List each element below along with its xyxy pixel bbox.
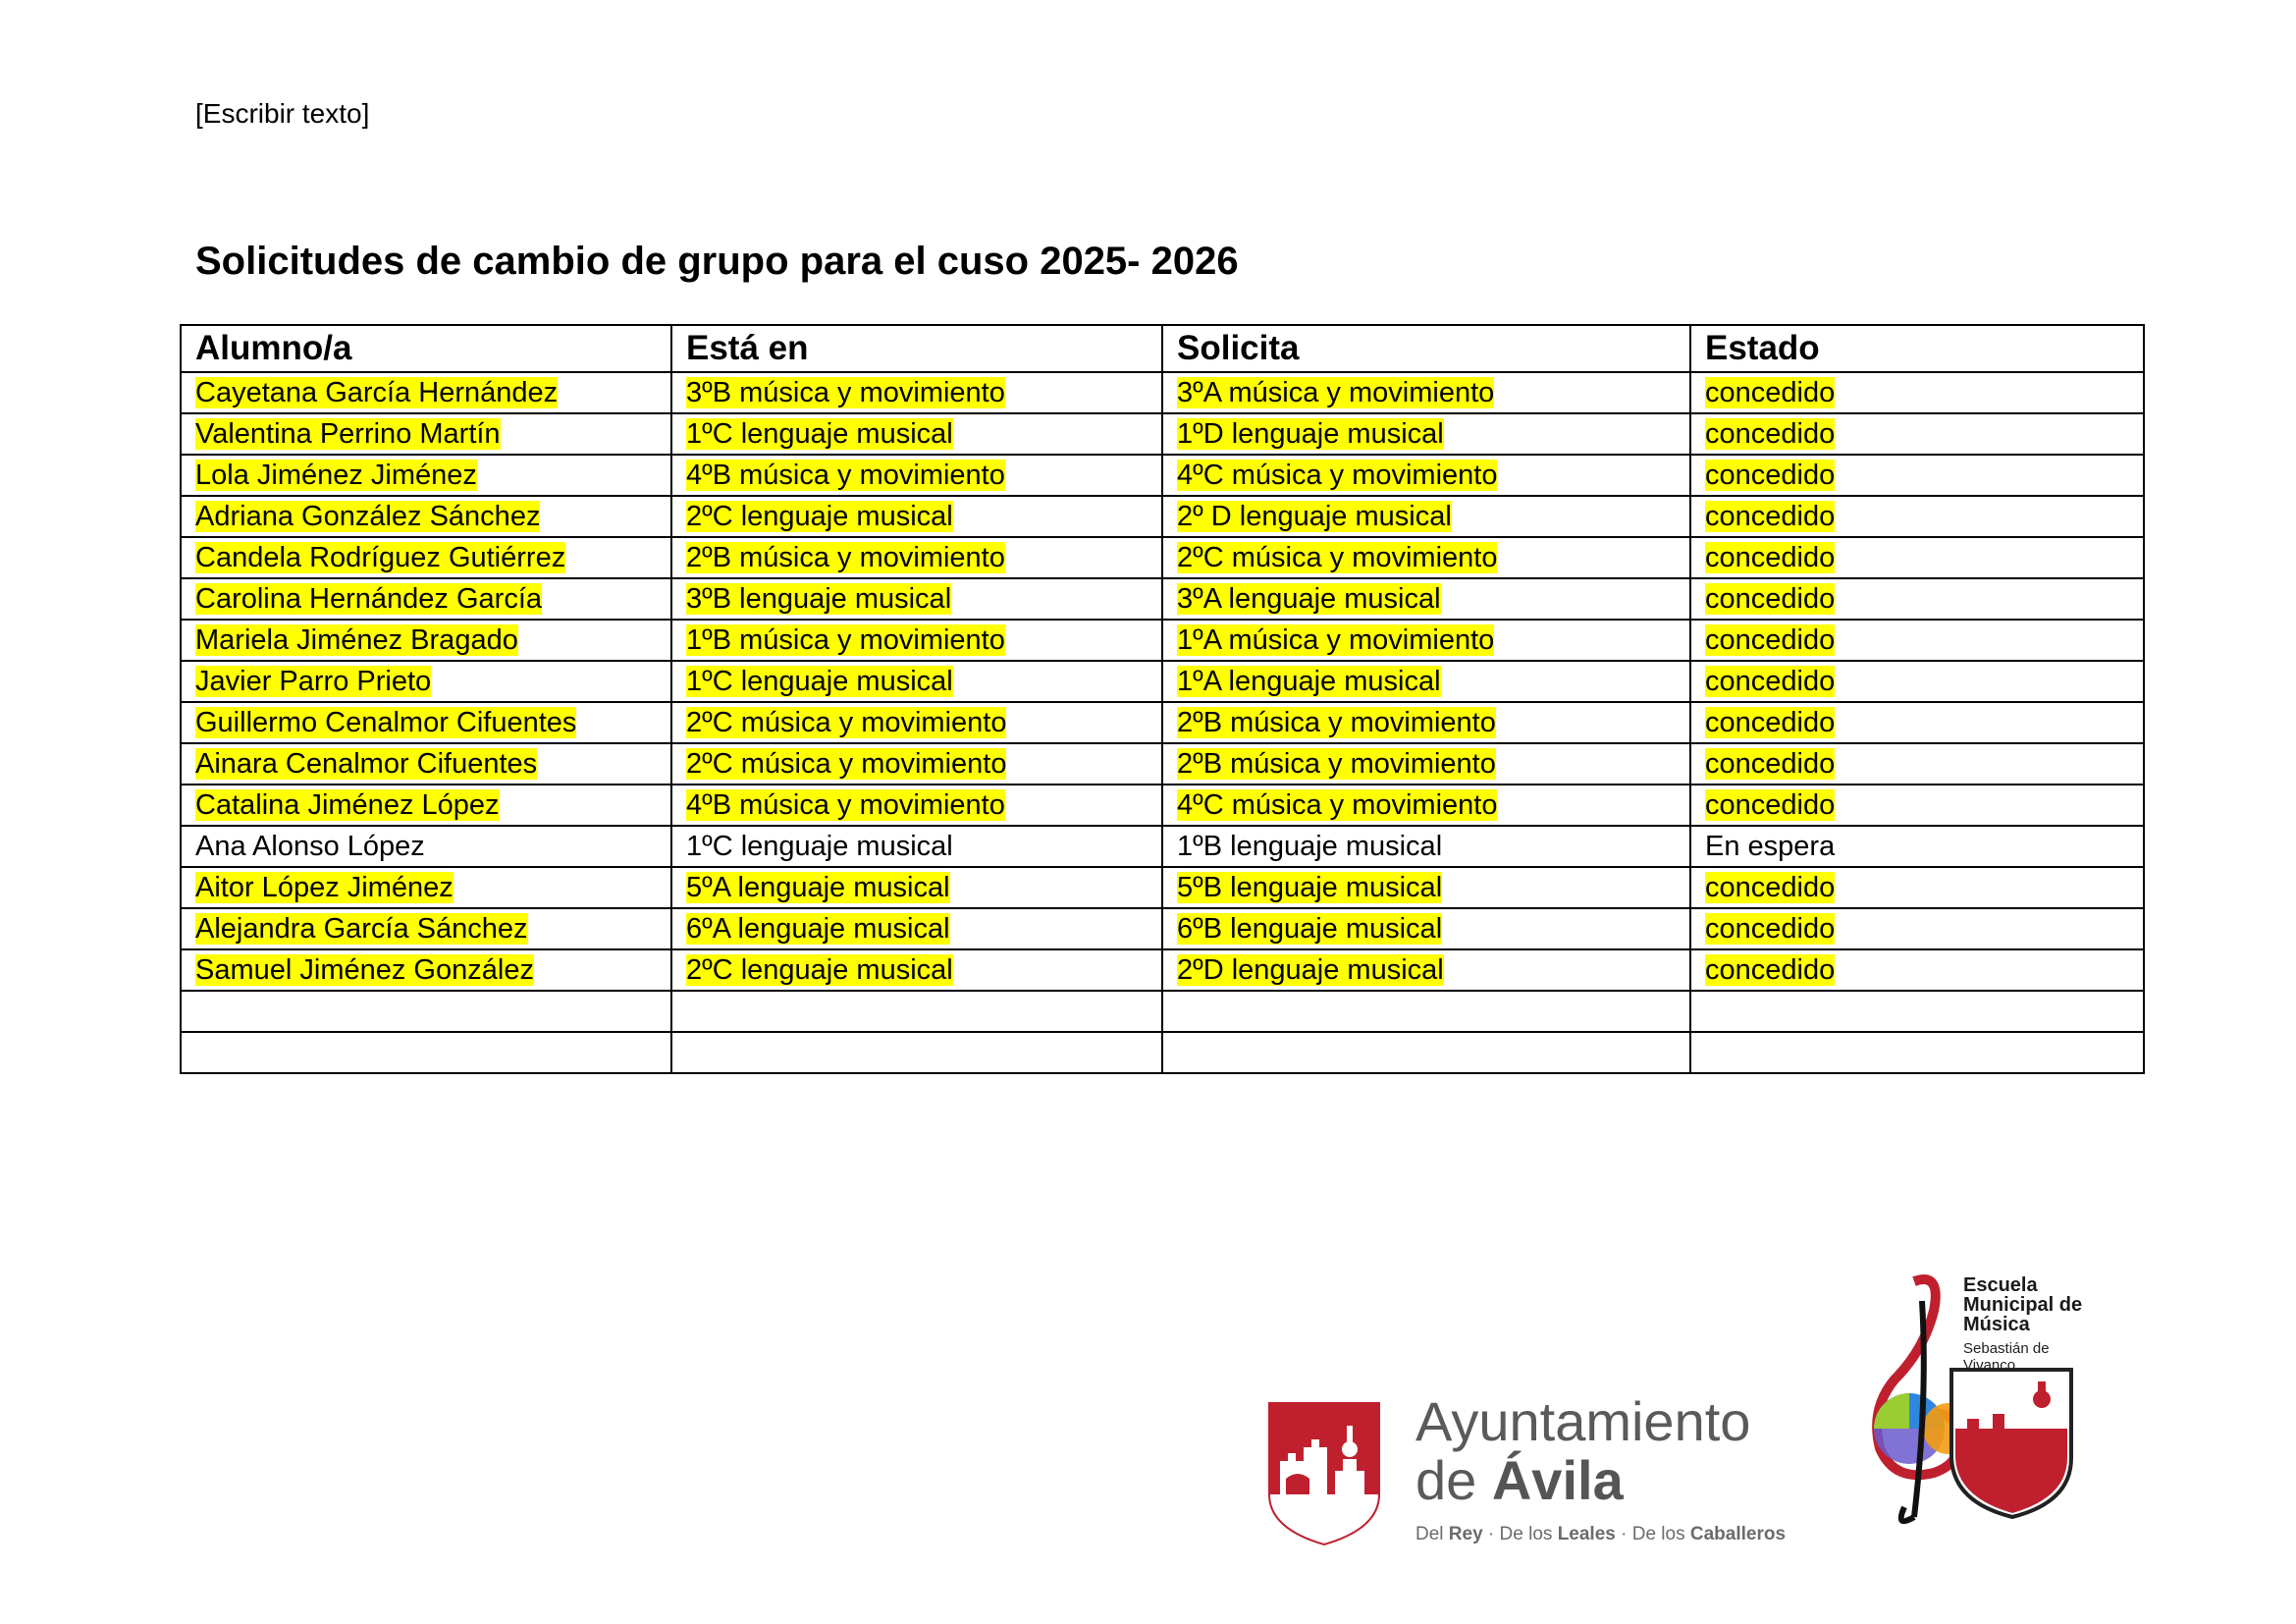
- cell-estado: [1690, 1032, 2144, 1073]
- cell-alumno-text: Javier Parro Prieto: [195, 665, 432, 697]
- cell-alumno: [181, 949, 671, 991]
- table-row: [181, 455, 2144, 496]
- cell-alumno: [181, 661, 671, 702]
- ayuntamiento-line2-city: Ávila: [1491, 1449, 1624, 1511]
- cell-estado-text: concedido: [1705, 459, 1836, 491]
- cell-esta-en: [671, 578, 1162, 620]
- table-row: [181, 949, 2144, 991]
- table-row: [181, 496, 2144, 537]
- cell-estado-text: concedido: [1705, 871, 1836, 903]
- cell-esta-en: [671, 1032, 1162, 1073]
- cell-alumno-text: Valentina Perrino Martín: [195, 417, 501, 450]
- escuela-sub-line: Vivanco: [1963, 1357, 2016, 1374]
- cell-esta-en-text: 1ºC lenguaje musical: [686, 665, 953, 697]
- header-placeholder[interactable]: [Escribir texto]: [195, 98, 370, 129]
- cell-esta-en-text: 4ºB música y movimiento: [686, 788, 1005, 821]
- cell-solicita-text: 2ºD lenguaje musical: [1177, 953, 1444, 986]
- cell-estado-text: concedido: [1705, 665, 1836, 697]
- cell-solicita: [1162, 372, 1690, 413]
- cell-alumno-text: Alejandra García Sánchez: [195, 912, 528, 945]
- cell-estado: [1690, 455, 2144, 496]
- cell-estado-text: concedido: [1705, 376, 1836, 408]
- cell-solicita: [1162, 496, 1690, 537]
- cell-esta-en: [671, 908, 1162, 949]
- cell-solicita-text: 4ºC música y movimiento: [1177, 459, 1498, 491]
- cell-esta-en-text: 1ºB música y movimiento: [686, 623, 1005, 656]
- cell-estado-text: concedido: [1705, 541, 1836, 573]
- cell-esta-en-text: 2ºC música y movimiento: [686, 747, 1007, 780]
- ayuntamiento-name: [1415, 1392, 1750, 1510]
- header-esta-en: Está en: [671, 325, 1162, 372]
- page-title: Solicitudes de cambio de grupo para el cuso 2025- 2026: [195, 240, 1239, 283]
- cell-estado-text: concedido: [1705, 747, 1836, 780]
- cell-solicita: [1162, 702, 1690, 743]
- cell-alumno: [181, 702, 671, 743]
- table-row: [181, 372, 2144, 413]
- cell-solicita-text: 1ºA lenguaje musical: [1177, 665, 1441, 697]
- table-row: [181, 578, 2144, 620]
- cell-alumno: [181, 743, 671, 785]
- cell-esta-en: [671, 949, 1162, 991]
- motto-part: · De los: [1482, 1524, 1558, 1544]
- cell-estado: [1690, 661, 2144, 702]
- cell-solicita: [1162, 949, 1690, 991]
- cell-estado-text: concedido: [1705, 912, 1836, 945]
- escuela-subtitle: [1963, 1340, 2050, 1374]
- cell-estado: [1690, 949, 2144, 991]
- cell-alumno: [181, 867, 671, 908]
- cell-esta-en: [671, 455, 1162, 496]
- table-row: [181, 867, 2144, 908]
- cell-esta-en-text: 2ºC música y movimiento: [686, 706, 1007, 738]
- cell-esta-en: [671, 826, 1162, 867]
- cell-estado-text: En espera: [1705, 830, 1836, 862]
- cell-alumno: [181, 991, 671, 1032]
- cell-solicita: [1162, 991, 1690, 1032]
- cell-solicita-text: 1ºA música y movimiento: [1177, 623, 1495, 656]
- cell-alumno-text: Aitor López Jiménez: [195, 871, 454, 903]
- escuela-musica-logo: [1865, 1272, 2120, 1546]
- table-row: [181, 991, 2144, 1032]
- ayuntamiento-line2-prefix: de: [1415, 1449, 1492, 1511]
- cell-esta-en-text: 3ºB lenguaje musical: [686, 582, 952, 615]
- cell-solicita: [1162, 743, 1690, 785]
- cell-alumno: [181, 1032, 671, 1073]
- cell-alumno: [181, 537, 671, 578]
- cell-alumno-text: Cayetana García Hernández: [195, 376, 559, 408]
- cell-alumno: [181, 785, 671, 826]
- cell-alumno-text: Catalina Jiménez López: [195, 788, 500, 821]
- cell-solicita-text: 2ºB música y movimiento: [1177, 706, 1496, 738]
- table-row: [181, 908, 2144, 949]
- cell-estado-text: concedido: [1705, 417, 1836, 450]
- header-estado: Estado: [1690, 325, 2144, 372]
- cell-esta-en-text: 2ºC lenguaje musical: [686, 500, 953, 532]
- cell-solicita: [1162, 785, 1690, 826]
- cell-alumno: [181, 455, 671, 496]
- cell-solicita-text: 5ºB lenguaje musical: [1177, 871, 1443, 903]
- cell-estado-text: concedido: [1705, 706, 1836, 738]
- motto-part: · De los: [1615, 1524, 1690, 1544]
- ayuntamiento-line1: Ayuntamiento: [1415, 1390, 1751, 1452]
- motto-part: Caballeros: [1689, 1524, 1787, 1544]
- cell-solicita-text: 3ºA música y movimiento: [1177, 376, 1495, 408]
- table-header-row: [181, 325, 2144, 372]
- cell-esta-en: [671, 496, 1162, 537]
- cell-solicita: [1162, 578, 1690, 620]
- cell-esta-en-text: 2ºC lenguaje musical: [686, 953, 953, 986]
- cell-alumno-text: Carolina Hernández García: [195, 582, 543, 615]
- cell-estado: [1690, 826, 2144, 867]
- cell-estado: [1690, 620, 2144, 661]
- cell-solicita: [1162, 826, 1690, 867]
- motto-part: Rey: [1448, 1524, 1483, 1544]
- cell-alumno: [181, 908, 671, 949]
- cell-solicita: [1162, 537, 1690, 578]
- cell-alumno-text: Ana Alonso López: [195, 830, 425, 862]
- cell-esta-en-text: 4ºB música y movimiento: [686, 459, 1005, 491]
- cell-alumno: [181, 620, 671, 661]
- cell-estado-text: concedido: [1705, 500, 1836, 532]
- cell-solicita: [1162, 908, 1690, 949]
- cell-esta-en-text: 3ºB música y movimiento: [686, 376, 1005, 408]
- table-row: [181, 826, 2144, 867]
- cell-estado-text: concedido: [1705, 953, 1836, 986]
- cell-esta-en: [671, 620, 1162, 661]
- cell-solicita-text: 1ºD lenguaje musical: [1177, 417, 1444, 450]
- cell-alumno-text: Guillermo Cenalmor Cifuentes: [195, 706, 577, 738]
- cell-solicita-text: 2ºB música y movimiento: [1177, 747, 1496, 780]
- motto-part: Del: [1415, 1524, 1449, 1544]
- cell-esta-en: [671, 537, 1162, 578]
- cell-esta-en-text: 1ºC lenguaje musical: [686, 417, 953, 450]
- table-row: [181, 620, 2144, 661]
- cell-estado: [1690, 413, 2144, 455]
- cell-estado: [1690, 991, 2144, 1032]
- cell-estado: [1690, 496, 2144, 537]
- table-row: [181, 661, 2144, 702]
- cell-estado: [1690, 785, 2144, 826]
- cell-esta-en: [671, 413, 1162, 455]
- header-solicita: Solicita: [1162, 325, 1690, 372]
- cell-estado: [1690, 702, 2144, 743]
- cell-solicita-text: 2º D lenguaje musical: [1177, 500, 1452, 532]
- cell-esta-en: [671, 372, 1162, 413]
- cell-alumno-text: Adriana González Sánchez: [195, 500, 541, 532]
- cell-solicita-text: 4ºC música y movimiento: [1177, 788, 1498, 821]
- cell-estado: [1690, 743, 2144, 785]
- cell-esta-en-text: 2ºB música y movimiento: [686, 541, 1005, 573]
- table-row: [181, 1032, 2144, 1073]
- cell-alumno: [181, 372, 671, 413]
- cell-estado-text: concedido: [1705, 623, 1836, 656]
- cell-estado: [1690, 537, 2144, 578]
- cell-alumno: [181, 413, 671, 455]
- cell-alumno-text: Mariela Jiménez Bragado: [195, 623, 518, 656]
- cell-esta-en-text: 1ºC lenguaje musical: [686, 830, 953, 862]
- cell-solicita: [1162, 661, 1690, 702]
- cell-solicita-text: 2ºC música y movimiento: [1177, 541, 1498, 573]
- cell-solicita: [1162, 867, 1690, 908]
- cell-esta-en-text: 5ºA lenguaje musical: [686, 871, 950, 903]
- avila-shield-icon: [1266, 1400, 1382, 1547]
- cell-esta-en: [671, 743, 1162, 785]
- ayuntamiento-motto: [1415, 1524, 1786, 1545]
- escuela-name: [1963, 1275, 2082, 1334]
- motto-part: Leales: [1557, 1524, 1616, 1544]
- cell-alumno-text: Ainara Cenalmor Cifuentes: [195, 747, 538, 780]
- cell-solicita-text: 6ºB lenguaje musical: [1177, 912, 1443, 945]
- cell-estado: [1690, 372, 2144, 413]
- cell-esta-en: [671, 991, 1162, 1032]
- cell-alumno-text: Samuel Jiménez González: [195, 953, 534, 986]
- escuela-line: Escuela: [1963, 1274, 2038, 1296]
- cell-estado-text: concedido: [1705, 582, 1836, 615]
- cell-esta-en: [671, 785, 1162, 826]
- requests-table: [180, 324, 2145, 1074]
- cell-alumno-text: Lola Jiménez Jiménez: [195, 459, 477, 491]
- cell-solicita: [1162, 413, 1690, 455]
- cell-esta-en: [671, 661, 1162, 702]
- cell-alumno: [181, 826, 671, 867]
- cell-estado: [1690, 867, 2144, 908]
- escuela-sub-line: Sebastián de: [1963, 1340, 2050, 1357]
- ayuntamiento-avila-logo: [1266, 1390, 1796, 1551]
- cell-estado-text: concedido: [1705, 788, 1836, 821]
- table-body: [181, 372, 2144, 1073]
- escuela-line: Municipal de: [1963, 1294, 2083, 1316]
- table-row: [181, 702, 2144, 743]
- cell-alumno: [181, 496, 671, 537]
- cell-solicita-text: 1ºB lenguaje musical: [1177, 830, 1443, 862]
- table-row: [181, 537, 2144, 578]
- cell-estado: [1690, 908, 2144, 949]
- header-alumno: Alumno/a: [181, 325, 671, 372]
- cell-solicita: [1162, 620, 1690, 661]
- cell-alumno: [181, 578, 671, 620]
- cell-alumno-text: Candela Rodríguez Gutiérrez: [195, 541, 566, 573]
- cell-solicita: [1162, 1032, 1690, 1073]
- cell-esta-en: [671, 867, 1162, 908]
- table-row: [181, 785, 2144, 826]
- table-row: [181, 743, 2144, 785]
- table-row: [181, 413, 2144, 455]
- cell-esta-en: [671, 702, 1162, 743]
- escuela-line: Música: [1963, 1314, 2030, 1335]
- cell-estado: [1690, 578, 2144, 620]
- cell-solicita: [1162, 455, 1690, 496]
- cell-solicita-text: 3ºA lenguaje musical: [1177, 582, 1441, 615]
- cell-esta-en-text: 6ºA lenguaje musical: [686, 912, 950, 945]
